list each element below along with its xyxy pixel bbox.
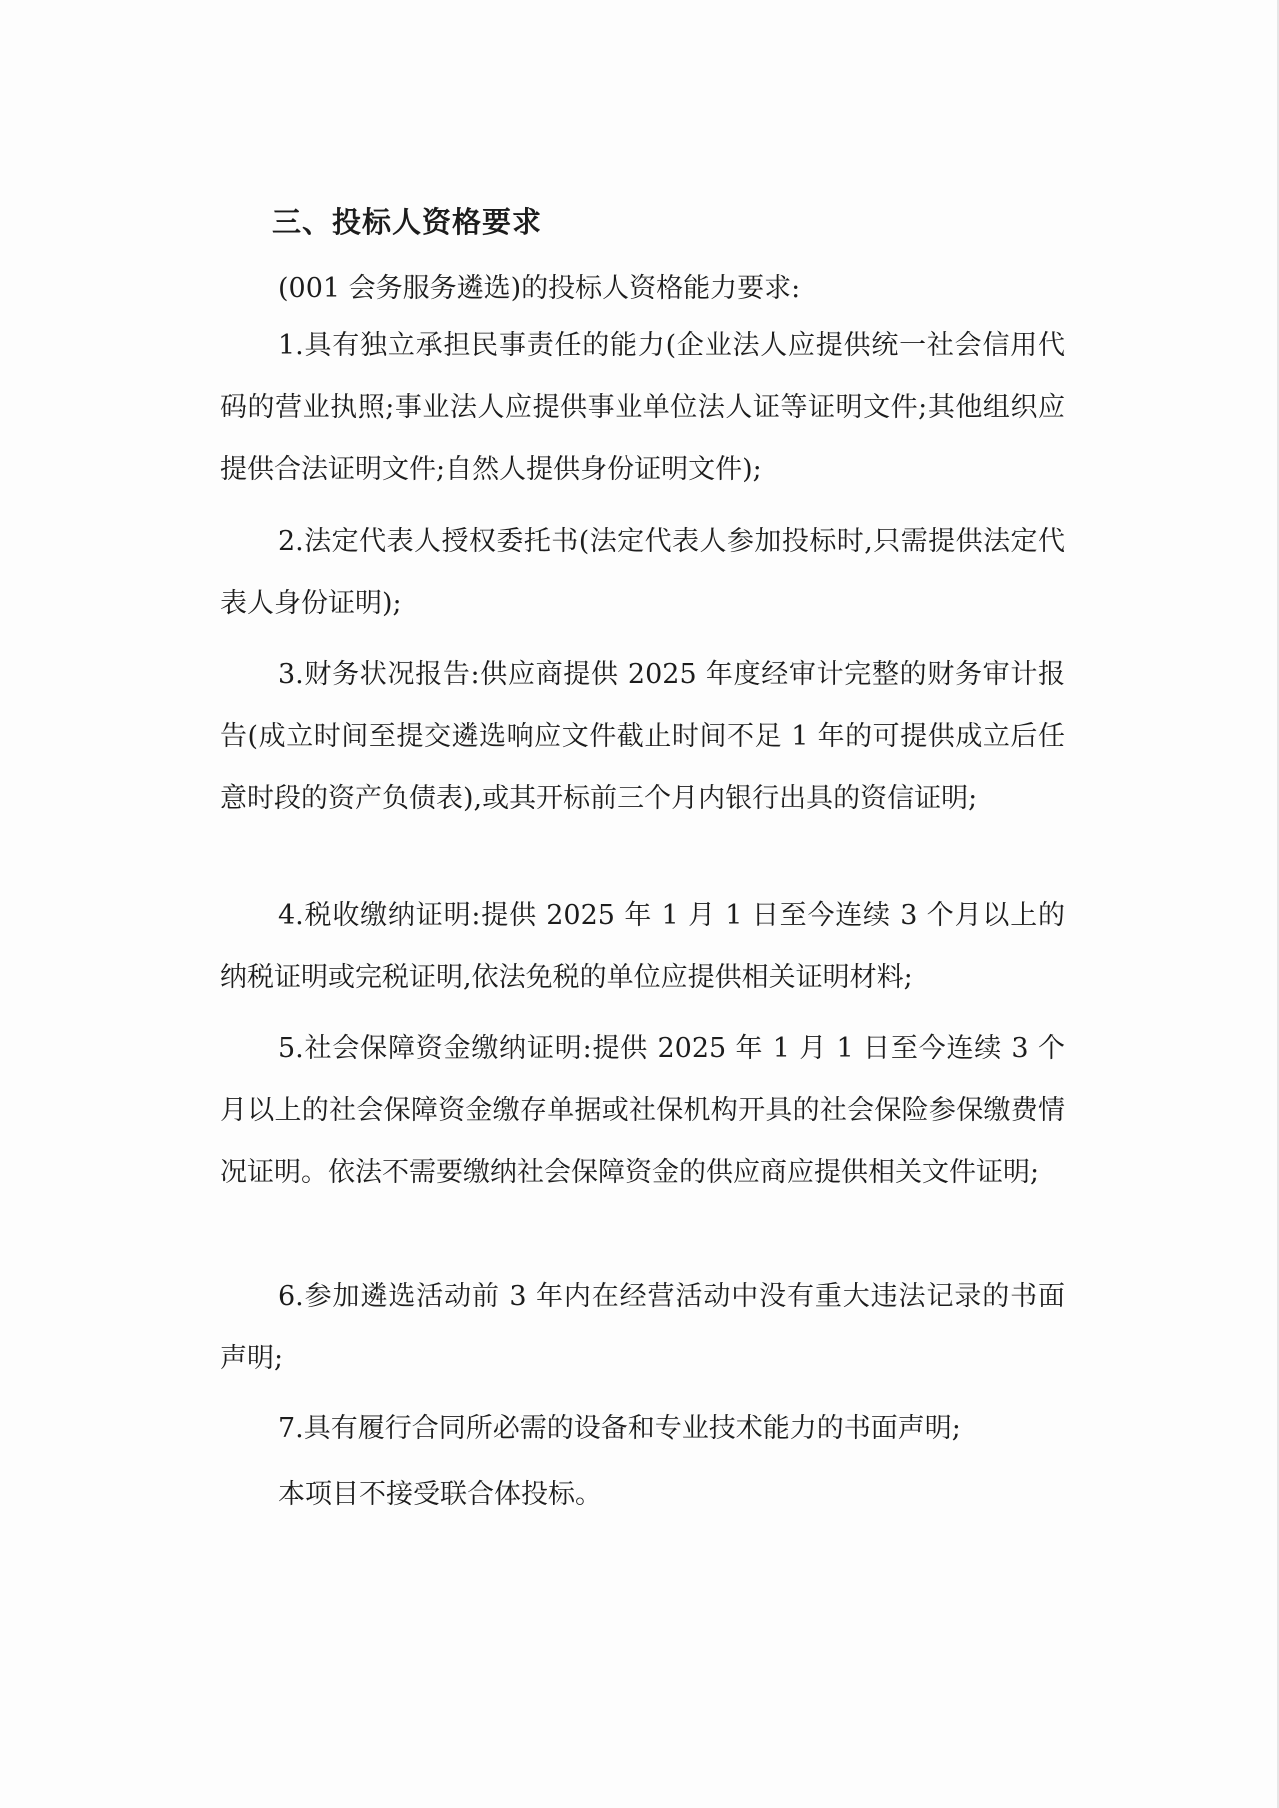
requirement-paragraph-4: 4.税收缴纳证明:提供 2025 年 1 月 1 日至今连续 3 个月以上的纳税证明或完税证明,依法免税的单位应提供相关证明材料; xyxy=(220,900,1065,993)
intro-line: (001 会务服务遴选)的投标人资格能力要求: xyxy=(278,273,801,304)
consortium-note: 本项目不接受联合体投标。 xyxy=(278,1479,602,1510)
requirement-paragraph-2: 2.法定代表人授权委托书(法定代表人参加投标时,只需提供法定代表人身份证明); xyxy=(220,526,1065,619)
section-heading: 三、投标人资格要求 xyxy=(272,205,543,239)
requirement-paragraph-7: 7.具有履行合同所必需的设备和专业技术能力的书面声明; xyxy=(278,1413,961,1444)
requirement-paragraph-1: 1.具有独立承担民事责任的能力(企业法人应提供统一社会信用代码的营业执照;事业法人应提供事业单位法人证等证明文件;其他组织应提供合法证明文件;自然人提供身份证明文件); xyxy=(220,330,1065,485)
requirement-paragraph-6: 6.参加遴选活动前 3 年内在经营活动中没有重大违法记录的书面声明; xyxy=(220,1281,1065,1374)
requirement-paragraph-5: 5.社会保障资金缴纳证明:提供 2025 年 1 月 1 日至今连续 3 个月以上的社会保障资金缴存单据或社保机构开具的社会保险参保缴费情况证明。依法不需要缴纳社会保障资金的供应商应提供相关文件证明; xyxy=(220,1033,1065,1188)
requirement-paragraph-3: 3.财务状况报告:供应商提供 2025 年度经审计完整的财务审计报告(成立时间至提交遴选响应文件截止时间不足 1 年的可提供成立后任意时段的资产负债表),或其开标前三个月内银行出具的资信证明; xyxy=(220,659,1065,814)
